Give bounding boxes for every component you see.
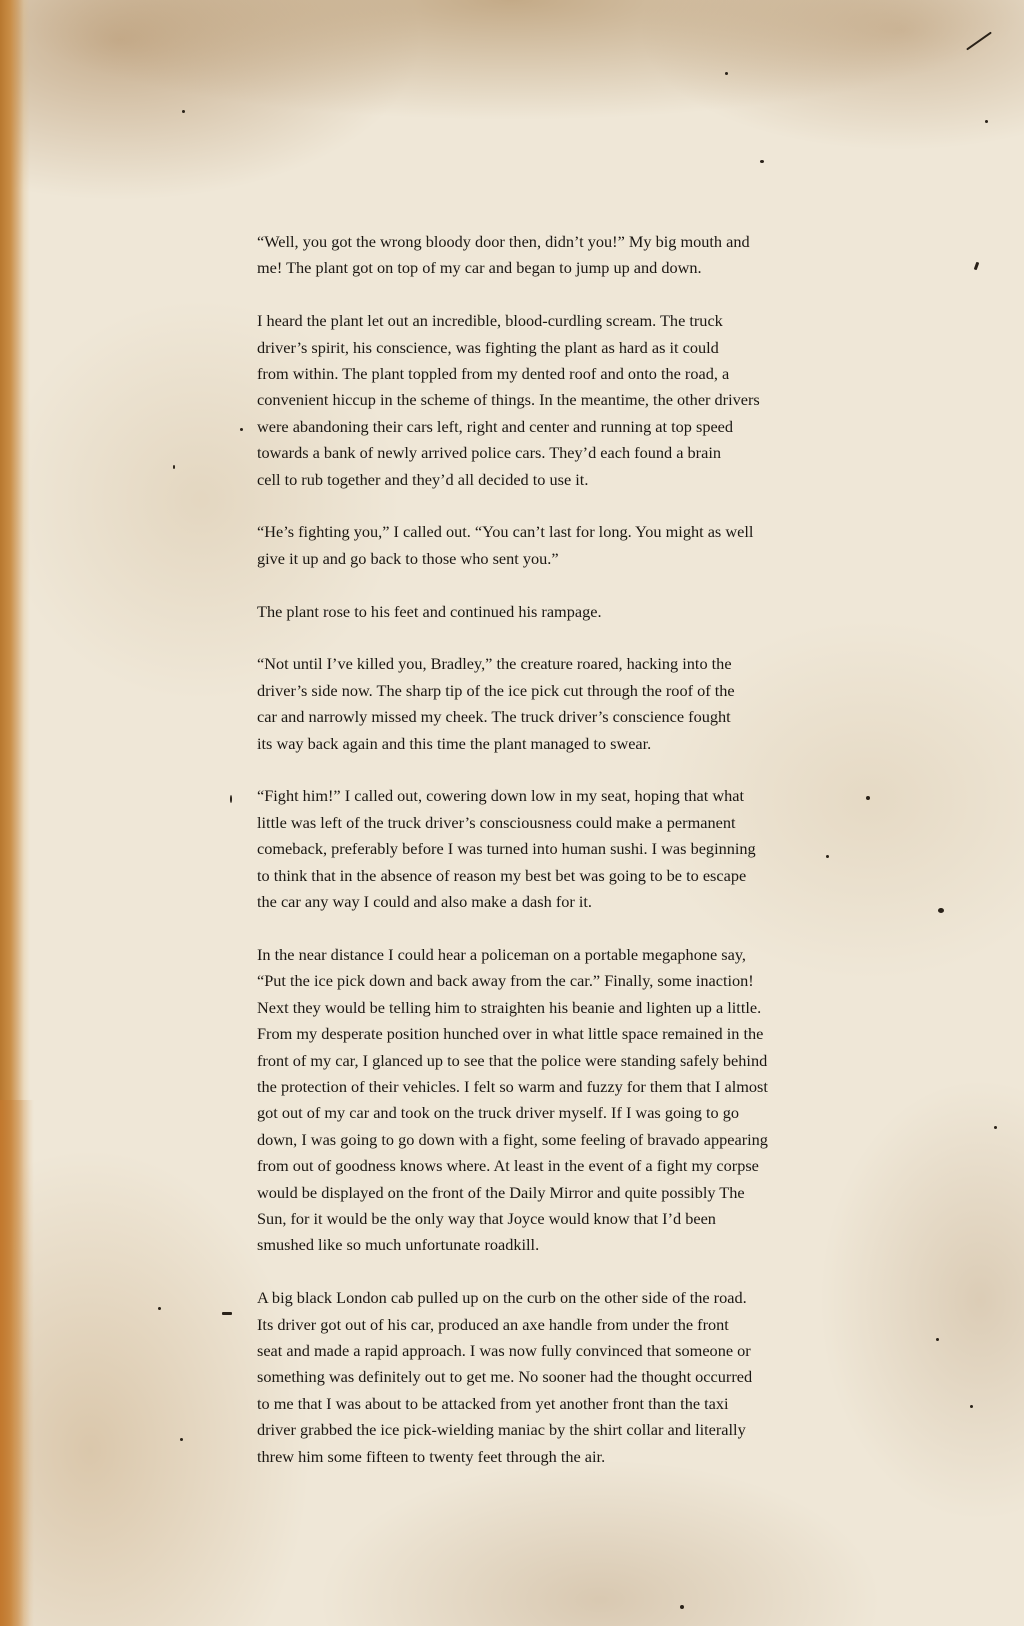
ink-speck [966, 32, 992, 51]
ink-speck [866, 796, 870, 800]
ink-speck [936, 1338, 939, 1341]
ink-speck [222, 1312, 232, 1315]
ink-speck [725, 72, 728, 75]
paragraph: The plant rose to his feet and continued his rampage. [257, 601, 602, 621]
ink-speck [182, 110, 185, 113]
ink-speck [173, 465, 175, 469]
ink-speck [994, 1126, 997, 1129]
ink-speck [680, 1605, 684, 1609]
ink-speck [760, 160, 764, 163]
paragraph: I heard the plant let out an incredible, blood-curdling scream. The truck driver’s spirit, his conscience, was fighting the plant as hard as it could from within. The plant toppled from my dented roof and onto the road, a convenient hiccup in the scheme of things. In the meantime, the other drivers were abandoning their cars left, right and center and running at top speed towards a bank of newly arrived police cars. They’d each found a brain cell to rub together and they’d all decided to use it. [257, 311, 760, 489]
ink-speck [985, 120, 988, 123]
paragraph: “Well, you got the wrong bloody door then, didn’t you!” My big mouth and me! The plant got on top of my car and began to jump up and down. [257, 232, 750, 278]
paragraph: A big black London cab pulled up on the curb on the other side of the road. Its driver got out of his car, produced an axe handle from under the front seat and made a rapid approach. I was now fully convinced that someone or something was definitely out to get me. No sooner had the thought occurred to me that I was about to be attacked from yet another front than the taxi driver grabbed the ice pick-wielding maniac by the shirt collar and literally threw him some fifteen to twenty feet through the air. [257, 1288, 753, 1466]
body-text [257, 229, 827, 1496]
ink-speck [230, 795, 232, 803]
ink-speck [158, 1307, 161, 1310]
paragraph: “Not until I’ve killed you, Bradley,” the creature roared, hacking into the driver’s side now. The sharp tip of the ice pick cut through the roof of the car and narrowly missed my cheek. The truck driver’s conscience fought its way back again and this time the plant managed to swear. [257, 654, 735, 753]
ink-speck [970, 1405, 973, 1408]
ink-speck [180, 1438, 183, 1441]
paragraph: “Fight him!” I called out, cowering down low in my seat, hoping that what little was left of the truck driver’s consciousness could make a permanent comeback, preferably before I was turned into human sushi. I was beginning to think that in the absence of reason my best bet was going to be to escape the car any way I could and also make a dash for it. [257, 786, 756, 912]
page-edge-stain-lower [0, 1100, 34, 1626]
ink-speck [974, 262, 980, 271]
ink-speck [240, 428, 243, 431]
ink-speck [938, 908, 944, 913]
paragraph: “He’s fighting you,” I called out. “You can’t last for long. You might as well give it up and go back to those who sent you.” [257, 522, 754, 568]
paragraph: In the near distance I could hear a policeman on a portable megaphone say, “Put the ice pick down and back away from the car.” Finally, some inaction! Next they would be telling him to straighten his beanie and lighten up a little. From my desperate position hunched over in what little space remained in the front of my car, I glanced up to see that the police were standing safely behind the protection of their vehicles. I felt so warm and fuzzy for them that I almost got out of my car and took on the truck driver myself. If I was going to go down, I was going to go down with a fight, some feeling of bravado appearing from out of goodness knows where. At least in the event of a fight my corpse would be displayed on the front of the Daily Mirror and quite possibly The Sun, for it would be the only way that Joyce would know that I’d been smushed like so much unfortunate roadkill. [257, 944, 768, 1255]
